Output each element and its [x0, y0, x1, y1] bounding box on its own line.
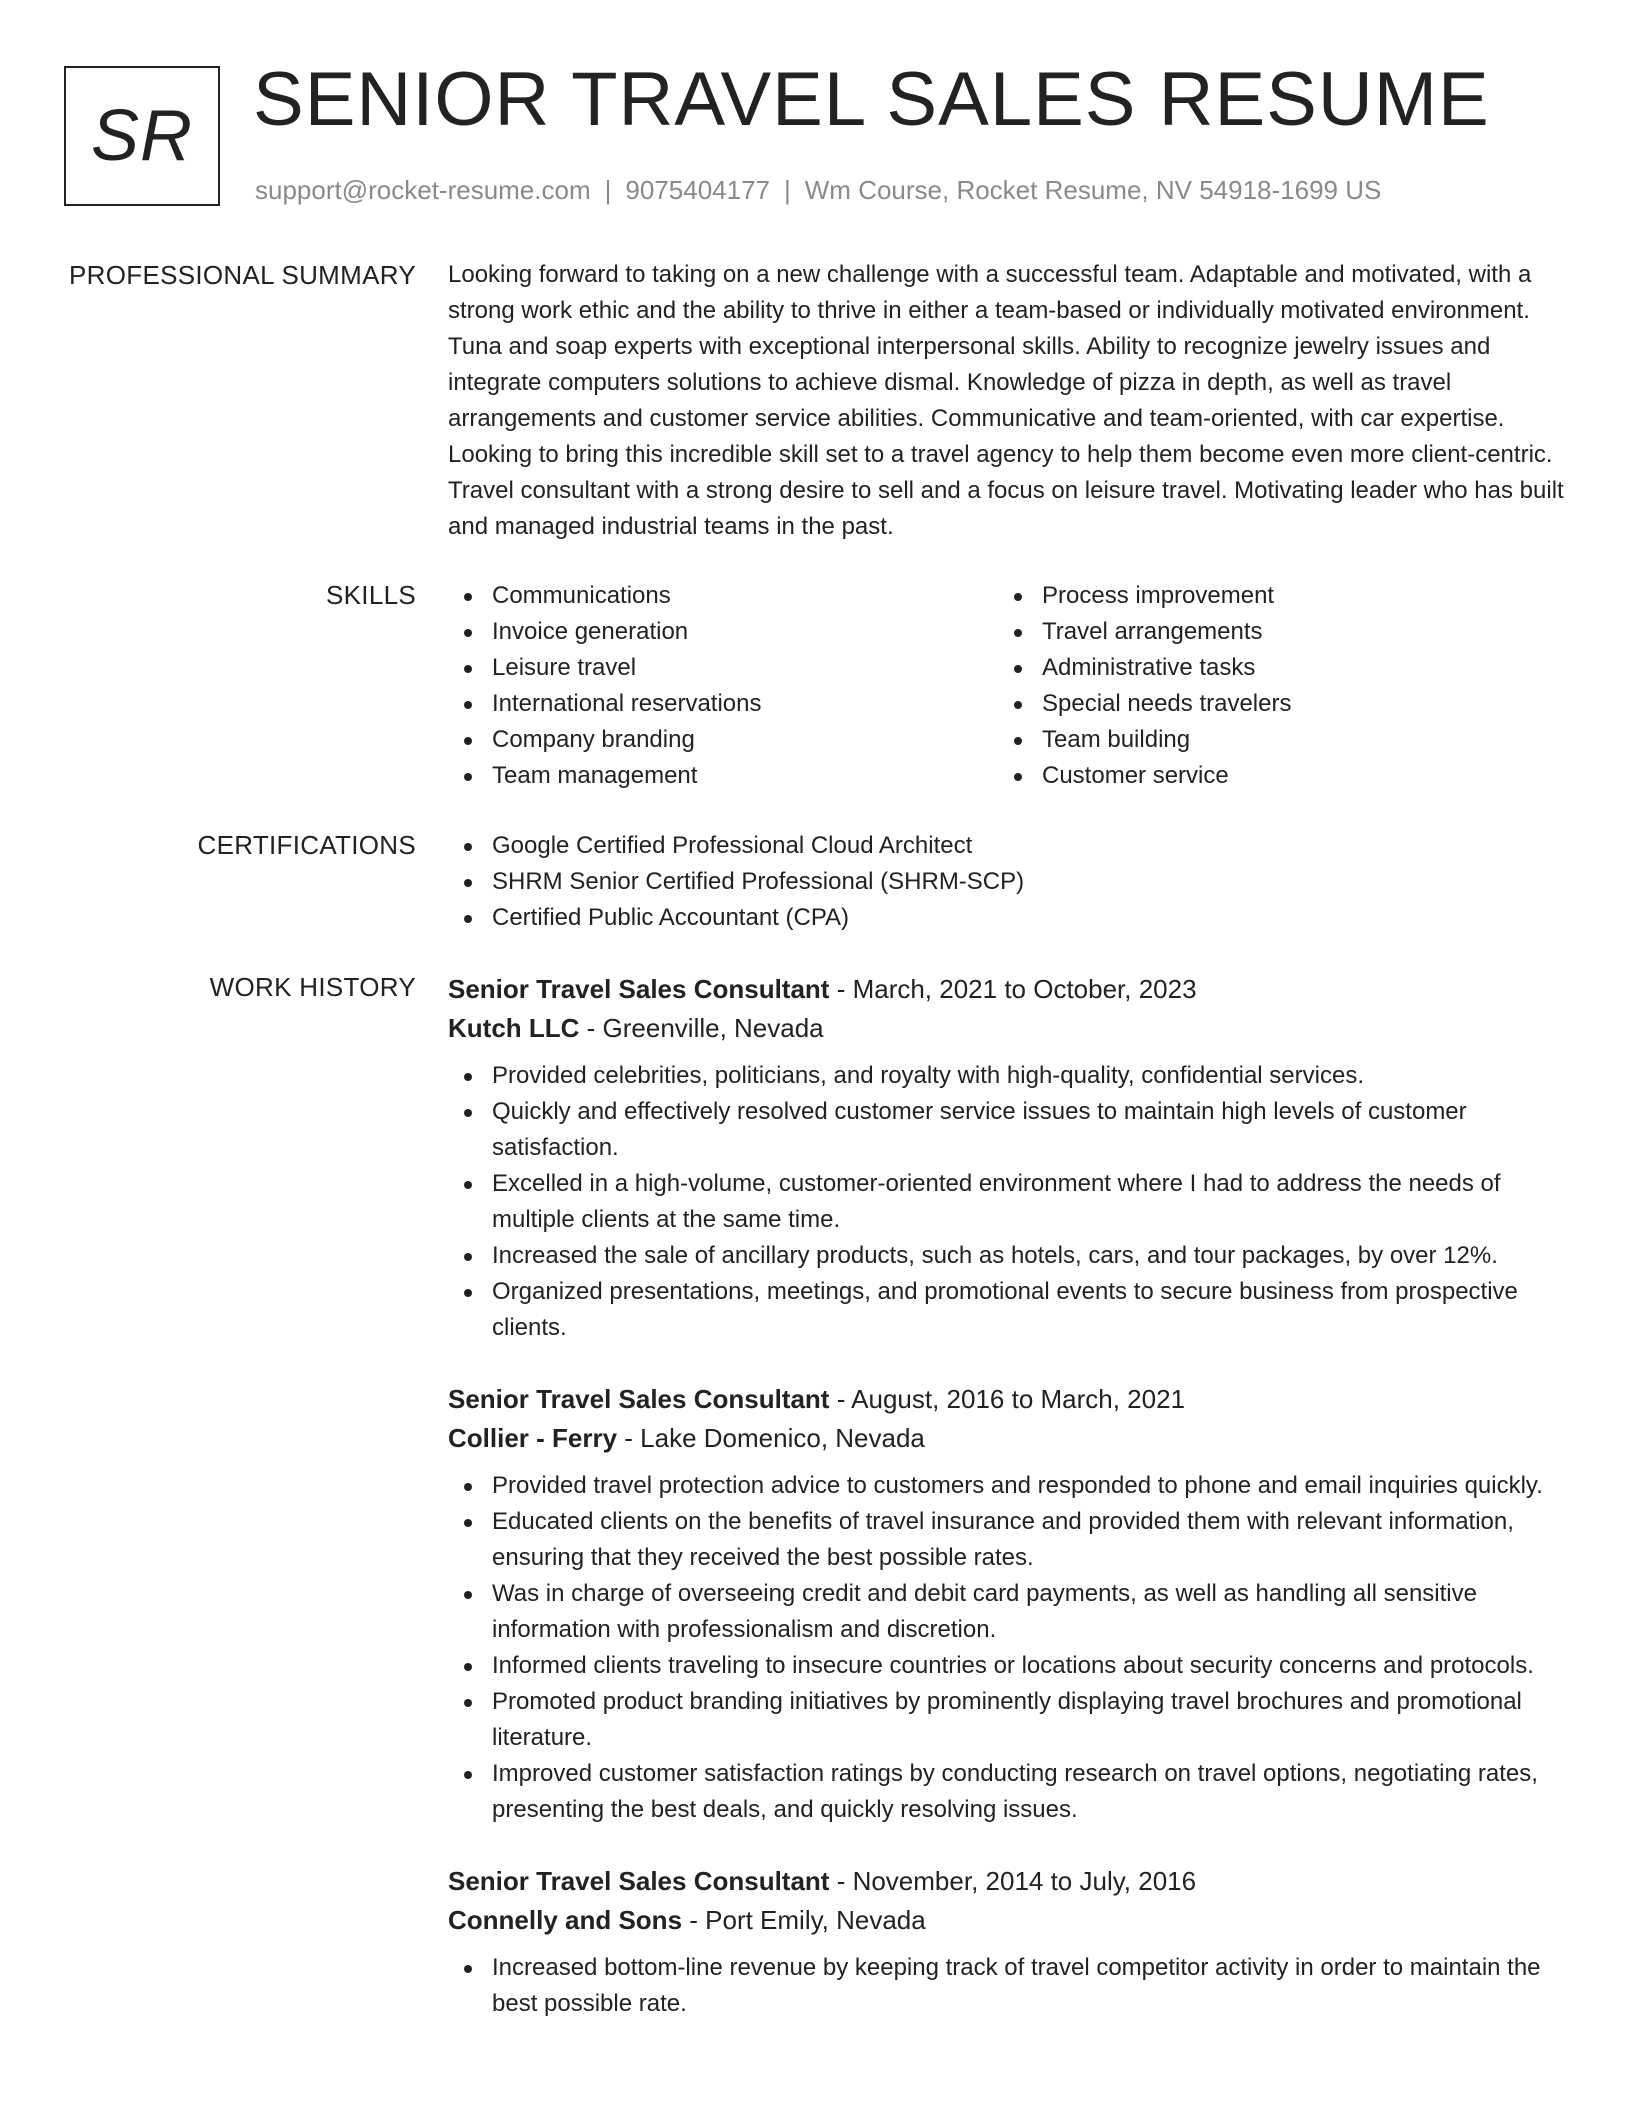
section-label-certifications: CERTIFICATIONS: [197, 830, 416, 860]
page-title: SENIOR TRAVEL SALES RESUME: [253, 57, 1490, 142]
monogram-box: [64, 66, 220, 206]
skill-item: Leisure travel: [448, 650, 998, 686]
skill-item: Invoice generation: [448, 614, 998, 650]
skills-list-right: [998, 578, 1548, 794]
skill-item: Process improvement: [998, 578, 1548, 614]
job-title-line: [448, 970, 1568, 1009]
job-company-line: [448, 1419, 1568, 1458]
job-entry: [448, 970, 1568, 1346]
skill-item: Special needs travelers: [998, 686, 1548, 722]
certifications-list: [448, 828, 1568, 936]
contact-separator: |: [604, 175, 612, 205]
job-duty-item: Quickly and effectively resolved customer service issues to maintain high levels of customer satisfaction.: [448, 1094, 1568, 1166]
job-location: - Port Emily, Nevada: [682, 1905, 926, 1935]
job-location: - Lake Domenico, Nevada: [617, 1423, 925, 1453]
job-duty-item: Was in charge of overseeing credit and debit card payments, as well as handling all sensitive information with professionalism and discretion.: [448, 1576, 1568, 1648]
job-duties-list: [448, 1950, 1568, 2022]
job-location: - Greenville, Nevada: [579, 1013, 824, 1043]
job-company-line: [448, 1009, 1568, 1048]
certification-item: SHRM Senior Certified Professional (SHRM-SCP): [448, 864, 1568, 900]
job-duty-item: Organized presentations, meetings, and promotional events to secure business from prospective clients.: [448, 1274, 1568, 1346]
job-duty-item: Provided travel protection advice to customers and responded to phone and email inquiries quickly.: [448, 1468, 1568, 1504]
job-duty-item: Improved customer satisfaction ratings by conducting research on travel options, negotiating rates, presenting the best deals, and quickly resolving issues.: [448, 1756, 1568, 1828]
summary-text: Looking forward to taking on a new challenge with a successful team. Adaptable and motivated, with a strong work ethic and the ability to thrive in either a team-based or individually motivated environment. Tuna and soap experts with exceptional interpersonal skills. Ability to recognize jewelry issues and integrate computers solutions to achieve dismal. Knowledge of pizza in depth, as well as travel arrangements and customer service abilities. Communicative and team-oriented, with car expertise. Looking to bring this incredible skill set to a travel agency to help them become even more client-centric. Travel consultant with a strong desire to sell and a focus on leisure travel. Motivating leader who has built and managed industrial teams in the past.: [448, 261, 1564, 540]
skill-item: Travel arrangements: [998, 614, 1548, 650]
section-label-skills: SKILLS: [326, 580, 416, 610]
job-duties-list: [448, 1058, 1568, 1346]
work-history-jobs: [448, 970, 1568, 2056]
skill-item: Communications: [448, 578, 998, 614]
job-entry: [448, 1862, 1568, 2022]
certification-item: Google Certified Professional Cloud Architect: [448, 828, 1568, 864]
job-duty-item: Excelled in a high-volume, customer-oriented environment where I had to address the needs of multiple clients at the same time.: [448, 1166, 1568, 1238]
job-company: Collier - Ferry: [448, 1423, 618, 1453]
skill-item: Team management: [448, 758, 998, 794]
job-entry: [448, 1380, 1568, 1828]
skill-item: Team building: [998, 722, 1548, 758]
contact-phone: 9075404177: [625, 175, 770, 205]
job-duty-item: Informed clients traveling to insecure countries or locations about security concerns and protocols.: [448, 1648, 1568, 1684]
skills-list-left: [448, 578, 998, 794]
monogram-initials: SR: [90, 96, 194, 176]
skill-item: Administrative tasks: [998, 650, 1548, 686]
job-title: Senior Travel Sales Consultant: [448, 1866, 830, 1896]
skill-item: Customer service: [998, 758, 1548, 794]
job-company-line: [448, 1901, 1568, 1940]
skills-grid: [448, 578, 1568, 794]
job-duty-item: Educated clients on the benefits of travel insurance and provided them with relevant information, ensuring that they received the best possible rates.: [448, 1504, 1568, 1576]
job-dates: - March, 2021 to October, 2023: [829, 974, 1197, 1004]
job-company: Connelly and Sons: [448, 1905, 683, 1935]
contact-line: [255, 174, 1381, 206]
job-duty-item: Promoted product branding initiatives by prominently displaying travel brochures and promotional literature.: [448, 1684, 1568, 1756]
contact-separator: |: [784, 175, 791, 205]
section-label-work-history: WORK HISTORY: [209, 972, 416, 1002]
job-duty-item: Increased bottom-line revenue by keeping track of travel competitor activity in order to maintain the best possible rate.: [448, 1950, 1568, 2022]
job-title-line: [448, 1380, 1568, 1419]
job-title-line: [448, 1862, 1568, 1901]
job-duty-item: Provided celebrities, politicians, and royalty with high-quality, confidential services.: [448, 1058, 1568, 1094]
job-dates: - November, 2014 to July, 2016: [829, 1866, 1197, 1896]
contact-email: support@rocket-resume.com: [255, 175, 591, 205]
certification-item: Certified Public Accountant (CPA): [448, 900, 1568, 936]
job-title: Senior Travel Sales Consultant: [448, 1384, 830, 1414]
job-company: Kutch LLC: [448, 1013, 580, 1043]
job-dates: - August, 2016 to March, 2021: [829, 1384, 1186, 1414]
job-duties-list: [448, 1468, 1568, 1828]
section-label-summary: PROFESSIONAL SUMMARY: [69, 260, 416, 290]
job-duty-item: Increased the sale of ancillary products, such as hotels, cars, and tour packages, by over 12%.: [448, 1238, 1568, 1274]
job-title: Senior Travel Sales Consultant: [448, 974, 830, 1004]
contact-address: Wm Course, Rocket Resume, NV 54918-1699 US: [804, 175, 1382, 205]
skill-item: Company branding: [448, 722, 998, 758]
skill-item: International reservations: [448, 686, 998, 722]
